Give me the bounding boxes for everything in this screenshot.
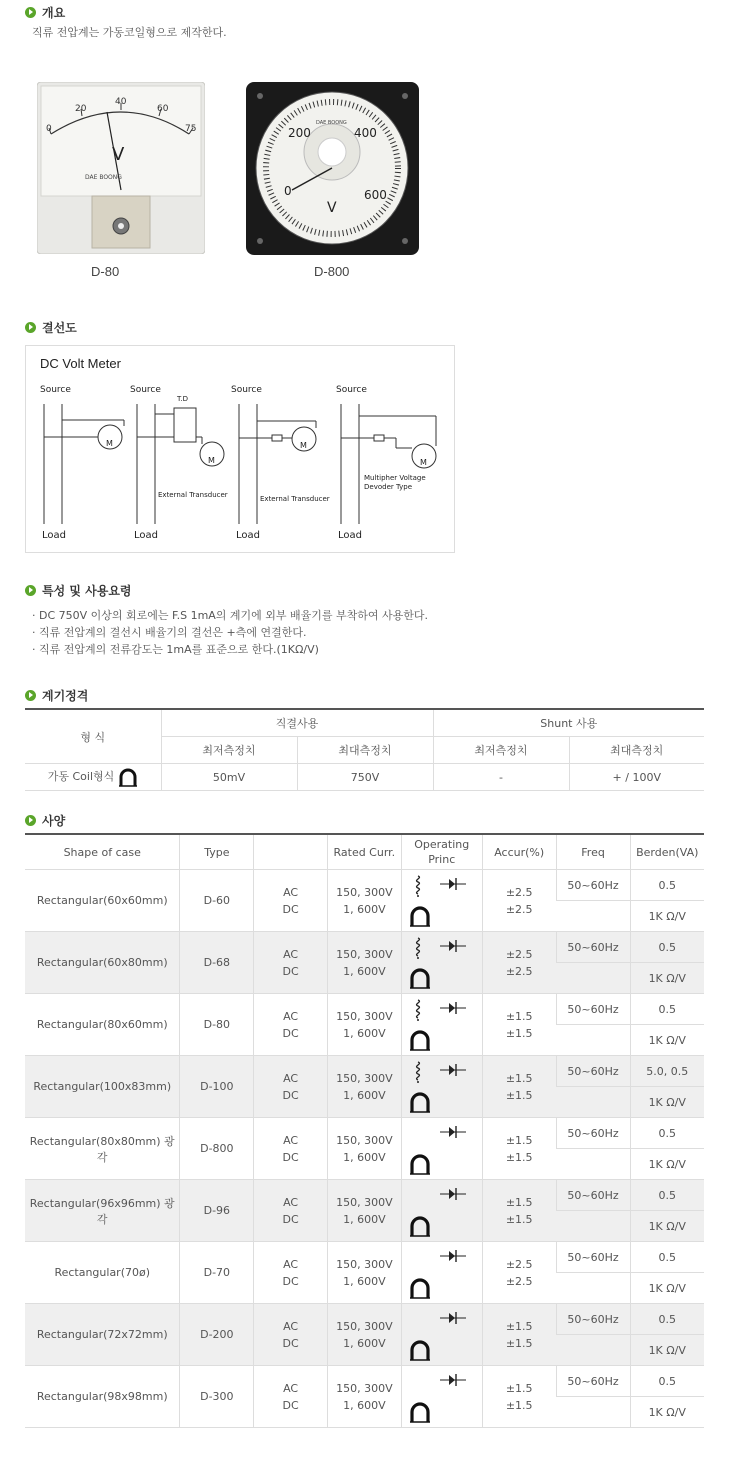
rating-direct-min-header: 최저측정치 bbox=[161, 737, 297, 764]
spec-rated-2: 1, 600V bbox=[343, 1026, 386, 1040]
spec-rated-1: 150, 300V bbox=[336, 1257, 393, 1271]
meter-d800-caption: D-800 bbox=[314, 264, 350, 279]
spec-operating bbox=[401, 1056, 482, 1118]
spec-accur-2: ±1.5 bbox=[505, 1398, 533, 1412]
moving-coil-symbol-icon bbox=[409, 1277, 431, 1299]
rating-direct-header: 직결사용 bbox=[161, 709, 433, 737]
spec-rated-2: 1, 600V bbox=[343, 964, 386, 978]
spec-header-accur: Accur(%) bbox=[482, 834, 556, 870]
spec-dc: DC bbox=[282, 1274, 299, 1288]
rating-row-label: 가동 Coil형식 bbox=[47, 770, 115, 783]
spec-header-blank bbox=[254, 834, 328, 870]
meter-d80-scale-0: 0 bbox=[46, 124, 52, 134]
spec-title: 사양 bbox=[42, 813, 66, 828]
spec-shape: Rectangular(60x80mm) bbox=[25, 932, 180, 994]
bullet-icon bbox=[25, 690, 36, 701]
spec-acdc bbox=[254, 932, 328, 994]
wiring-source-4: Source bbox=[336, 385, 367, 395]
rectifier-diode-icon bbox=[440, 939, 466, 953]
spec-type: D-300 bbox=[180, 1366, 254, 1428]
feature-item-1: · DC 750V 이상의 회로에는 F.S 1mA의 계기에 외부 배율기를 부착하여 사용한다. bbox=[32, 609, 429, 622]
rating-shunt-min-header: 최저측정치 bbox=[433, 737, 569, 764]
spec-shape: Rectangular(72x72mm) bbox=[25, 1304, 180, 1366]
moving-coil-symbol-icon bbox=[409, 1339, 431, 1361]
spec-berden-2: 1K Ω/V bbox=[630, 1025, 704, 1056]
wiring-note-3: Multipher Voltage bbox=[364, 474, 426, 482]
spec-accur-2: ±1.5 bbox=[505, 1212, 533, 1226]
spec-berden-1: 0.5 bbox=[630, 1180, 704, 1211]
spec-rated-2: 1, 600V bbox=[343, 1212, 386, 1226]
spec-accur-1: ±1.5 bbox=[505, 1009, 533, 1023]
moving-iron-coil-icon bbox=[412, 1061, 424, 1083]
rating-direct-min: 50mV bbox=[161, 764, 297, 791]
spec-accur-2: ±2.5 bbox=[505, 1274, 533, 1288]
spec-berden-1: 0.5 bbox=[630, 1304, 704, 1335]
meter-d80-scale-20: 20 bbox=[75, 104, 87, 114]
rating-title: 계기정격 bbox=[42, 688, 89, 703]
spec-accur-1: ±2.5 bbox=[505, 947, 533, 961]
feature-item-3: · 직류 전압계의 전류감도는 1mA를 표준으로 한다.(1KΩ/V) bbox=[32, 643, 319, 656]
wiring-meter-label-3: M bbox=[300, 441, 307, 450]
spec-dc: DC bbox=[282, 1212, 299, 1226]
spec-operating bbox=[401, 1366, 482, 1428]
spec-freq: 50~60Hz bbox=[556, 1242, 630, 1273]
spec-header-type: Type bbox=[180, 834, 254, 870]
spec-freq: 50~60Hz bbox=[556, 1118, 630, 1149]
wiring-load-4: Load bbox=[338, 530, 362, 541]
spec-rated-1: 150, 300V bbox=[336, 1381, 393, 1395]
spec-operating bbox=[401, 932, 482, 994]
spec-rated bbox=[327, 1180, 401, 1242]
rectifier-diode-icon bbox=[440, 1249, 466, 1263]
meter-d800-scale-600: 600 bbox=[364, 188, 387, 202]
moving-iron-coil-icon bbox=[412, 999, 424, 1021]
rectifier-diode-icon bbox=[440, 1125, 466, 1139]
moving-coil-symbol-icon bbox=[409, 1091, 431, 1113]
moving-iron-coil-icon bbox=[412, 937, 424, 959]
spec-acdc bbox=[254, 1242, 328, 1304]
spec-ac: AC bbox=[283, 947, 299, 961]
spec-accur bbox=[482, 1180, 556, 1242]
spec-berden-2: 1K Ω/V bbox=[630, 1211, 704, 1242]
rating-table bbox=[25, 708, 704, 791]
spec-ac: AC bbox=[283, 1009, 299, 1023]
spec-accur-2: ±1.5 bbox=[505, 1088, 533, 1102]
spec-type: D-68 bbox=[180, 932, 254, 994]
rating-type-header: 형 식 bbox=[25, 709, 161, 764]
wiring-source-1: Source bbox=[40, 385, 71, 395]
spec-accur-2: ±2.5 bbox=[505, 902, 533, 916]
spec-acdc bbox=[254, 994, 328, 1056]
spec-shape: Rectangular(60x60mm) bbox=[25, 870, 180, 932]
rating-shunt-max: + / 100V bbox=[569, 764, 704, 791]
spec-freq-blank bbox=[556, 1397, 630, 1428]
rectifier-diode-icon bbox=[440, 1311, 466, 1325]
feature-item-2: · 직류 전압계의 결선시 배율기의 결선은 +측에 연결한다. bbox=[32, 626, 307, 639]
spec-accur bbox=[482, 1056, 556, 1118]
bullet-icon bbox=[25, 585, 36, 596]
spec-shape: Rectangular(80x80mm) 광각 bbox=[25, 1118, 180, 1180]
spec-accur bbox=[482, 932, 556, 994]
spec-freq-blank bbox=[556, 963, 630, 994]
wiring-meter-label-1: M bbox=[106, 439, 113, 448]
spec-heading bbox=[25, 812, 65, 828]
spec-ac: AC bbox=[283, 1071, 299, 1085]
spec-type: D-80 bbox=[180, 994, 254, 1056]
spec-ac: AC bbox=[283, 1319, 299, 1333]
spec-dc: DC bbox=[282, 1150, 299, 1164]
rating-shunt-header: Shunt 사용 bbox=[433, 709, 704, 737]
meter-d800-scale-400: 400 bbox=[354, 126, 377, 140]
rating-shunt-max-header: 최대측정치 bbox=[569, 737, 704, 764]
moving-coil-symbol-icon bbox=[409, 1215, 431, 1237]
meter-d800-unit: V bbox=[327, 200, 337, 216]
moving-coil-symbol-icon bbox=[409, 1153, 431, 1175]
spec-berden-1: 0.5 bbox=[630, 1366, 704, 1397]
spec-acdc bbox=[254, 1304, 328, 1366]
spec-row bbox=[25, 1118, 704, 1149]
rectifier-diode-icon bbox=[440, 877, 466, 891]
spec-berden-1: 0.5 bbox=[630, 1118, 704, 1149]
spec-header-row bbox=[25, 834, 704, 870]
moving-coil-symbol-icon bbox=[409, 905, 431, 927]
spec-rated bbox=[327, 1056, 401, 1118]
moving-iron-coil-icon bbox=[412, 875, 424, 897]
meter-d80-brand: DAE BOONG bbox=[85, 174, 122, 181]
spec-type: D-200 bbox=[180, 1304, 254, 1366]
spec-rated-1: 150, 300V bbox=[336, 947, 393, 961]
spec-freq: 50~60Hz bbox=[556, 1366, 630, 1397]
spec-freq: 50~60Hz bbox=[556, 994, 630, 1025]
spec-berden-2: 1K Ω/V bbox=[630, 1273, 704, 1304]
spec-accur-1: ±1.5 bbox=[505, 1133, 533, 1147]
spec-accur bbox=[482, 994, 556, 1056]
spec-rated bbox=[327, 1366, 401, 1428]
spec-dc: DC bbox=[282, 964, 299, 978]
spec-accur-2: ±1.5 bbox=[505, 1150, 533, 1164]
wiring-heading bbox=[25, 319, 77, 335]
spec-berden-2: 1K Ω/V bbox=[630, 1397, 704, 1428]
spec-row bbox=[25, 870, 704, 901]
spec-dc: DC bbox=[282, 902, 299, 916]
wiring-meter-label-4: M bbox=[420, 458, 427, 467]
spec-acdc bbox=[254, 870, 328, 932]
spec-berden-1: 0.5 bbox=[630, 932, 704, 963]
spec-accur-1: ±1.5 bbox=[505, 1071, 533, 1085]
spec-type: D-800 bbox=[180, 1118, 254, 1180]
moving-coil-symbol-icon bbox=[409, 967, 431, 989]
wiring-note-4: Devoder Type bbox=[364, 483, 413, 491]
rectifier-diode-icon bbox=[440, 1063, 466, 1077]
spec-berden-2: 1K Ω/V bbox=[630, 963, 704, 994]
spec-accur bbox=[482, 1242, 556, 1304]
spec-shape: Rectangular(98x98mm) bbox=[25, 1366, 180, 1428]
spec-berden-2: 1K Ω/V bbox=[630, 1087, 704, 1118]
rating-direct-max: 750V bbox=[297, 764, 433, 791]
spec-rated bbox=[327, 1304, 401, 1366]
rating-shunt-min: - bbox=[433, 764, 569, 791]
wiring-load-1: Load bbox=[42, 530, 66, 541]
spec-row bbox=[25, 1180, 704, 1211]
spec-freq-blank bbox=[556, 1025, 630, 1056]
spec-freq-blank bbox=[556, 1087, 630, 1118]
spec-rated-2: 1, 600V bbox=[343, 1336, 386, 1350]
wiring-source-3: Source bbox=[231, 385, 262, 395]
spec-acdc bbox=[254, 1118, 328, 1180]
spec-rated-2: 1, 600V bbox=[343, 1150, 386, 1164]
rectifier-diode-icon bbox=[440, 1001, 466, 1015]
wiring-title: 결선도 bbox=[42, 320, 77, 335]
spec-accur-1: ±2.5 bbox=[505, 885, 533, 899]
meter-d80-unit: V bbox=[112, 144, 125, 165]
spec-rated-1: 150, 300V bbox=[336, 1195, 393, 1209]
wiring-load-2: Load bbox=[134, 530, 158, 541]
spec-freq: 50~60Hz bbox=[556, 932, 630, 963]
spec-header-freq: Freq bbox=[556, 834, 630, 870]
spec-ac: AC bbox=[283, 885, 299, 899]
spec-dc: DC bbox=[282, 1398, 299, 1412]
spec-rated bbox=[327, 1242, 401, 1304]
spec-dc: DC bbox=[282, 1336, 299, 1350]
spec-operating bbox=[401, 1242, 482, 1304]
spec-freq: 50~60Hz bbox=[556, 1304, 630, 1335]
spec-header-rated: Rated Curr. bbox=[327, 834, 401, 870]
moving-coil-symbol-icon bbox=[409, 1029, 431, 1051]
spec-freq-blank bbox=[556, 1149, 630, 1180]
spec-header-berden: Berden(VA) bbox=[630, 834, 704, 870]
rating-direct-max-header: 최대측정치 bbox=[297, 737, 433, 764]
moving-coil-symbol-icon bbox=[409, 1401, 431, 1423]
spec-acdc bbox=[254, 1056, 328, 1118]
overview-title: 개요 bbox=[42, 5, 66, 20]
spec-accur-2: ±2.5 bbox=[505, 964, 533, 978]
meter-d800-scale-200: 200 bbox=[288, 126, 311, 140]
wiring-diagram bbox=[25, 345, 455, 553]
spec-rated bbox=[327, 870, 401, 932]
meter-d80-scale-75: 75 bbox=[185, 124, 197, 134]
spec-rated bbox=[327, 932, 401, 994]
spec-rated-1: 150, 300V bbox=[336, 1133, 393, 1147]
spec-row bbox=[25, 932, 704, 963]
spec-shape: Rectangular(70ø) bbox=[25, 1242, 180, 1304]
spec-accur-2: ±1.5 bbox=[505, 1026, 533, 1040]
spec-berden-2: 1K Ω/V bbox=[630, 1149, 704, 1180]
meter-d80-scale-40: 40 bbox=[115, 97, 127, 107]
meter-d800-scale-0: 0 bbox=[284, 184, 292, 198]
spec-berden-1: 5.0, 0.5 bbox=[630, 1056, 704, 1087]
meter-d800-image bbox=[246, 82, 419, 255]
spec-operating bbox=[401, 1118, 482, 1180]
spec-ac: AC bbox=[283, 1257, 299, 1271]
spec-operating bbox=[401, 1180, 482, 1242]
spec-row bbox=[25, 1056, 704, 1087]
spec-rated-2: 1, 600V bbox=[343, 902, 386, 916]
spec-row bbox=[25, 1304, 704, 1335]
meter-d80-caption: D-80 bbox=[91, 264, 120, 279]
spec-operating bbox=[401, 870, 482, 932]
wiring-meter-label-2: M bbox=[208, 456, 215, 465]
spec-shape: Rectangular(100x83mm) bbox=[25, 1056, 180, 1118]
spec-accur-1: ±2.5 bbox=[505, 1257, 533, 1271]
spec-header-shape: Shape of case bbox=[25, 834, 180, 870]
spec-rated bbox=[327, 994, 401, 1056]
wiring-load-3: Load bbox=[236, 530, 260, 541]
spec-rated-2: 1, 600V bbox=[343, 1274, 386, 1288]
spec-accur bbox=[482, 870, 556, 932]
overview-text: 직류 전압계는 가동코일형으로 제작한다. bbox=[32, 26, 227, 39]
meter-d800-brand: DAE BOONG bbox=[316, 120, 347, 126]
spec-berden-2: 1K Ω/V bbox=[630, 1335, 704, 1366]
spec-rated bbox=[327, 1118, 401, 1180]
spec-berden-1: 0.5 bbox=[630, 994, 704, 1025]
rectifier-diode-icon bbox=[440, 1373, 466, 1387]
spec-ac: AC bbox=[283, 1133, 299, 1147]
spec-freq: 50~60Hz bbox=[556, 1056, 630, 1087]
spec-operating bbox=[401, 1304, 482, 1366]
spec-type: D-96 bbox=[180, 1180, 254, 1242]
rectifier-diode-icon bbox=[440, 1187, 466, 1201]
spec-accur-2: ±1.5 bbox=[505, 1336, 533, 1350]
moving-coil-symbol-icon bbox=[118, 767, 138, 787]
spec-row bbox=[25, 994, 704, 1025]
wiring-td-label: T.D bbox=[177, 395, 189, 403]
wiring-source-2: Source bbox=[130, 385, 161, 395]
spec-rated-2: 1, 600V bbox=[343, 1398, 386, 1412]
meter-d80-scale-60: 60 bbox=[157, 104, 169, 114]
spec-freq: 50~60Hz bbox=[556, 1180, 630, 1211]
bullet-icon bbox=[25, 815, 36, 826]
spec-operating bbox=[401, 994, 482, 1056]
bullet-icon bbox=[25, 7, 36, 18]
spec-accur-1: ±1.5 bbox=[505, 1195, 533, 1209]
spec-acdc bbox=[254, 1180, 328, 1242]
features-title: 특성 및 사용요령 bbox=[42, 583, 132, 598]
spec-table bbox=[25, 833, 704, 1428]
bullet-icon bbox=[25, 322, 36, 333]
spec-berden-1: 0.5 bbox=[630, 1242, 704, 1273]
spec-freq-blank bbox=[556, 901, 630, 932]
spec-accur bbox=[482, 1366, 556, 1428]
spec-row bbox=[25, 1366, 704, 1397]
spec-accur bbox=[482, 1304, 556, 1366]
spec-accur-1: ±1.5 bbox=[505, 1319, 533, 1333]
spec-acdc bbox=[254, 1366, 328, 1428]
spec-freq: 50~60Hz bbox=[556, 870, 630, 901]
spec-type: D-60 bbox=[180, 870, 254, 932]
wiring-note-2: External Transducer bbox=[260, 495, 330, 503]
spec-dc: DC bbox=[282, 1088, 299, 1102]
spec-row bbox=[25, 1242, 704, 1273]
features-heading bbox=[25, 582, 132, 598]
spec-rated-1: 150, 300V bbox=[336, 1319, 393, 1333]
rating-heading bbox=[25, 687, 88, 703]
spec-freq-blank bbox=[556, 1273, 630, 1304]
rating-row-label-cell bbox=[25, 764, 161, 791]
spec-berden-2: 1K Ω/V bbox=[630, 901, 704, 932]
overview-heading bbox=[25, 4, 65, 20]
wiring-note-1: External Transducer bbox=[158, 491, 228, 499]
spec-accur-1: ±1.5 bbox=[505, 1381, 533, 1395]
spec-freq-blank bbox=[556, 1211, 630, 1242]
spec-dc: DC bbox=[282, 1026, 299, 1040]
spec-type: D-70 bbox=[180, 1242, 254, 1304]
spec-rated-2: 1, 600V bbox=[343, 1088, 386, 1102]
spec-berden-1: 0.5 bbox=[630, 870, 704, 901]
spec-rated-1: 150, 300V bbox=[336, 1009, 393, 1023]
spec-shape: Rectangular(96x96mm) 광각 bbox=[25, 1180, 180, 1242]
wiring-diagram-title: DC Volt Meter bbox=[40, 356, 121, 371]
spec-freq-blank bbox=[556, 1335, 630, 1366]
spec-type: D-100 bbox=[180, 1056, 254, 1118]
spec-accur bbox=[482, 1118, 556, 1180]
meter-d80-image bbox=[37, 82, 205, 254]
spec-header-operating: Operating Princ bbox=[401, 834, 482, 870]
spec-rated-1: 150, 300V bbox=[336, 885, 393, 899]
spec-ac: AC bbox=[283, 1381, 299, 1395]
spec-shape: Rectangular(80x60mm) bbox=[25, 994, 180, 1056]
spec-rated-1: 150, 300V bbox=[336, 1071, 393, 1085]
spec-ac: AC bbox=[283, 1195, 299, 1209]
